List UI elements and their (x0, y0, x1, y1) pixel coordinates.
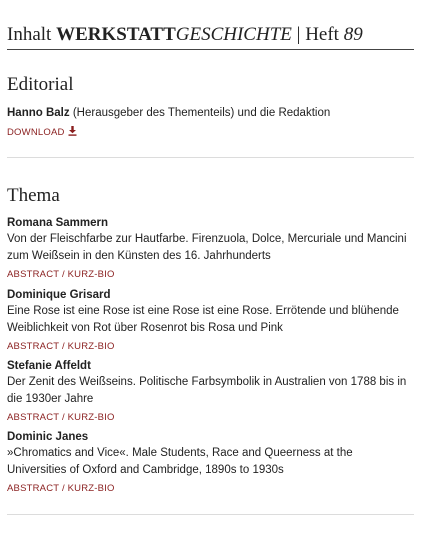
header-prefix: Inhalt (7, 24, 52, 45)
article-author: Romana Sammern (7, 217, 108, 229)
article-title: Der Zenit des Weißseins. Politische Farbsymbolik in Australien von 1788 bis in die 1930er Jahre (7, 376, 407, 405)
abstract-bio-link[interactable]: ABSTRACT / KURZ-BIO (7, 341, 115, 352)
page-header (7, 22, 414, 50)
header-separator: | (296, 24, 301, 45)
section-divider (7, 157, 414, 158)
article-entry (7, 429, 415, 496)
article-author: Dominique Grisard (7, 289, 111, 301)
editorial-author: Hanno Balz (7, 107, 70, 119)
section-title-editorial: Editorial (7, 74, 74, 95)
article-author: Stefanie Affeldt (7, 360, 91, 372)
article-title: Von der Fleischfarbe zur Hautfarbe. Firenzuola, Dolce, Mercuriale und Mancini zum Weißsein in den Künsten des 16. Jahrhunderts (7, 233, 407, 262)
abstract-bio-link[interactable]: ABSTRACT / KURZ-BIO (7, 483, 115, 494)
section-title-thema: Thema (7, 185, 60, 206)
download-label: DOWNLOAD (7, 126, 65, 138)
article-entry (7, 358, 415, 425)
article-author: Dominic Janes (7, 431, 89, 443)
editorial-entry (7, 105, 415, 140)
download-icon (68, 126, 77, 136)
issue-label: Heft (305, 24, 339, 45)
editorial-credit (7, 105, 415, 122)
abstract-bio-link[interactable]: ABSTRACT / KURZ-BIO (7, 412, 115, 423)
section-divider (7, 514, 414, 515)
article-title: Eine Rose ist eine Rose ist eine Rose ist eine Rose. Errötende und blühende Weiblichkeit von Rot über Rosenrot bis Rosa und Pink (7, 305, 399, 334)
journal-name-bold: WERKSTATT (56, 24, 176, 45)
article-title: »Chromatics and Vice«. Male Students, Race and Queerness at the Universities of Oxford and Cambridge, 1890s to 1930s (7, 447, 353, 476)
abstract-bio-link[interactable]: ABSTRACT / KURZ-BIO (7, 269, 115, 280)
article-entry (7, 215, 415, 282)
journal-name-italic: GESCHICHTE (175, 24, 292, 45)
issue-number: 89 (343, 24, 363, 45)
download-link[interactable] (7, 126, 77, 140)
article-entry (7, 287, 415, 354)
editorial-text: (Herausgeber des Thementeils) und die Redaktion (72, 107, 331, 119)
